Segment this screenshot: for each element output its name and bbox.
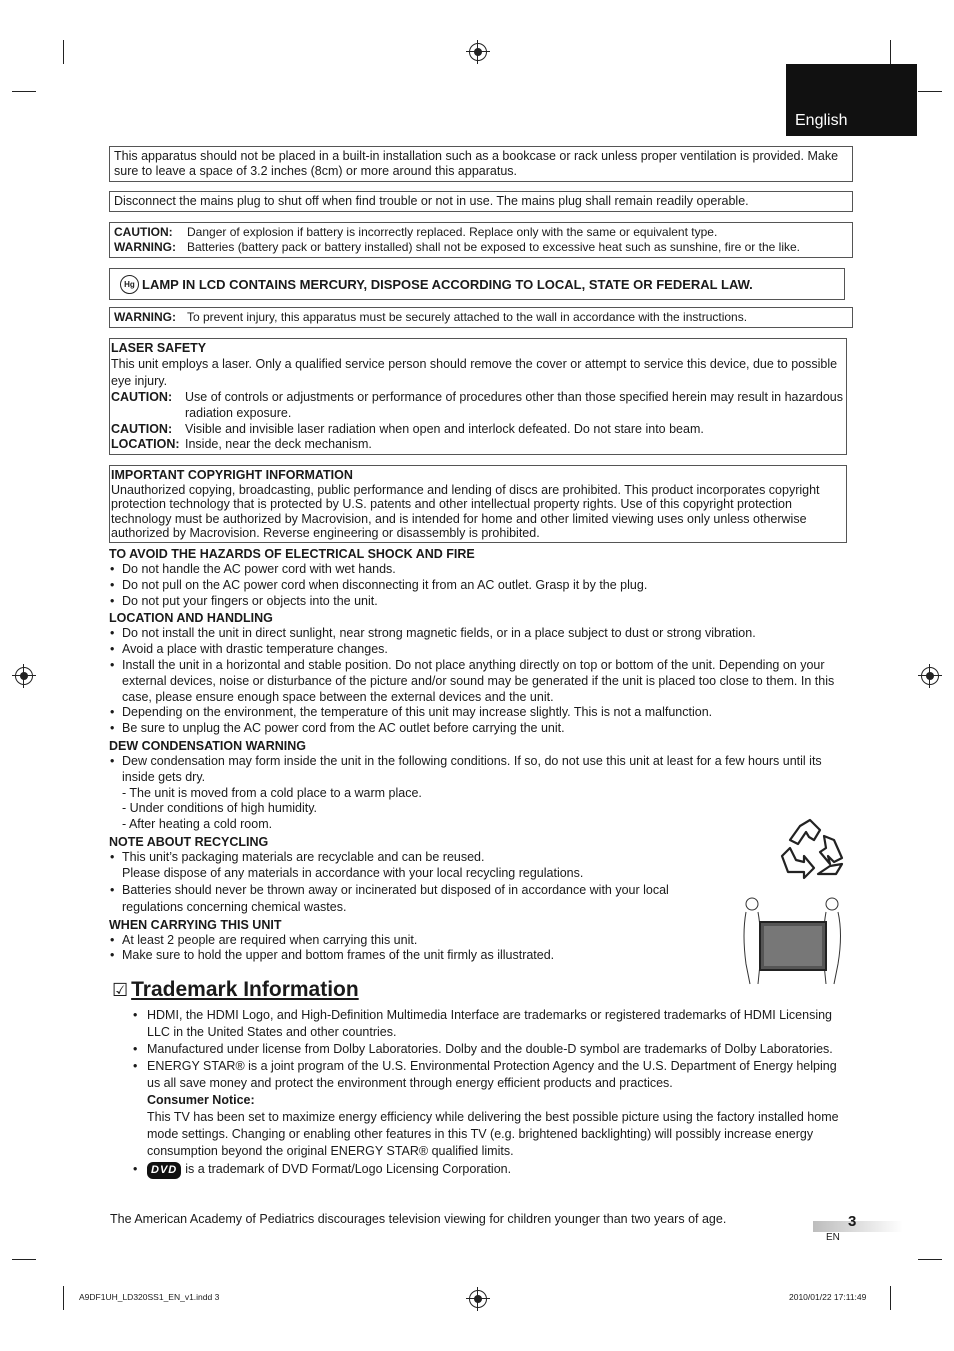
wall-warning-box: [109, 307, 853, 328]
dew-sub-item: - After heating a cold room.: [122, 817, 273, 832]
slug-date: 2010/01/22 17:11:49: [789, 1292, 867, 1302]
consumer-notice-title: Consumer Notice:: [147, 1093, 255, 1107]
list-item: • Do not pull on the AC power cord when disconnecting it from an AC outlet. Grasp it by the plug.: [109, 578, 845, 594]
battery-notice-box: [109, 222, 853, 258]
crop-mark: [12, 1259, 36, 1260]
list-item: • This unit’s packaging materials are recyclable and can be reused.: [109, 850, 709, 866]
laser-caution-label: CAUTION:: [111, 421, 173, 436]
language-tab: [786, 64, 917, 136]
trademark-list: [132, 1007, 844, 1180]
laser-safety-box: [109, 338, 847, 455]
crop-mark: [12, 91, 36, 92]
trademark-title: Trademark Information: [131, 978, 359, 1001]
list-item: • Be sure to unplug the AC power cord from the AC outlet before carrying the unit.: [109, 721, 845, 737]
mains-plug-notice-box: [109, 191, 853, 212]
list-item: • Do not put your fingers or objects into the unit.: [109, 594, 845, 610]
mains-plug-notice: Disconnect the mains plug to shut off when find trouble or not in use. The mains plug shall remain readily operable.: [114, 194, 749, 208]
ventilation-notice: This apparatus should not be placed in a built-in installation such as a bookcase or rack unless proper ventilation is provided. Make sure to leave a space of 3.2 inches (8cm) or more around this apparatus.: [114, 149, 839, 178]
list-item: [132, 1161, 844, 1179]
warning-label: WARNING:: [114, 240, 176, 254]
laser-caution-text: Use of controls or adjustments or performance of procedures other than those specified herein may result in hazardous radiation exposure.: [185, 390, 843, 420]
crop-mark: [63, 1286, 64, 1310]
registration-mark-icon: [15, 667, 33, 685]
registration-mark-icon: [469, 1290, 487, 1308]
page-number: 3: [848, 1213, 857, 1230]
crop-mark: [890, 1286, 891, 1310]
list-item: • Depending on the environment, the temperature of this unit may increase slightly. This is not a malfunction.: [109, 705, 845, 721]
list-item: • At least 2 people are required when carrying this unit.: [109, 933, 709, 949]
mercury-notice: LAMP IN LCD CONTAINS MERCURY, DISPOSE ACCORDING TO LOCAL, STATE OR FEDERAL LAW.: [142, 277, 753, 292]
list-item: • HDMI, the HDMI Logo, and High-Definition Multimedia Interface are trademarks or registered trademarks of HDMI Licensing LLC in the United States and other countries.: [132, 1007, 844, 1041]
mercury-notice-box: [109, 268, 845, 300]
dvd-trademark-text: is a trademark of DVD Format/Logo Licensing Corporation.: [185, 1162, 512, 1176]
dew-title: DEW CONDENSATION WARNING: [109, 738, 306, 753]
energy-star-text: ENERGY STAR® is a joint program of the U.S. Environmental Protection Agency and the U.S. Department of Energy helping us all save money and protect the environment through energy efficient products and practices.: [147, 1059, 837, 1090]
list-item: [132, 1058, 844, 1160]
list-item: • Avoid a place with drastic temperature changes.: [109, 642, 845, 658]
copyright-text: Unauthorized copying, broadcasting, public performance and lending of discs are prohibited. This product incorporates copyright protection technology that is protected by U.S. patents and other intellectual property rights. Use of this copyright protection technology must be authorized by Macrovision, and is intended for home and other limited viewing uses only unless otherwise authorized by Macrovision. Reverse engineering or disassembly is prohibited.: [111, 483, 820, 541]
consumer-notice-text: This TV has been set to maximize energy efficiency while delivering the best possible picture using the factory installed home mode settings. Changing or enabling other features in this TV (e.g. brightened backlighting) will possibly increase energy consumption beyond the original ENERGY STAR® qualified limits.: [147, 1110, 839, 1158]
list-item: • Install the unit in a horizontal and stable position. Do not place anything directly on top or bottom of the unit. Depending on your external devices, noise or disturbance of the picture and/or sound may be generated if the unit is placed too close to them. In this case, please ensure enough space between the external devices and the unit.: [109, 658, 845, 705]
laser-caution-label: CAUTION:: [111, 390, 173, 404]
location-title: LOCATION AND HANDLING: [109, 611, 273, 626]
laser-safety-intro: This unit employs a laser. Only a qualified service person should remove the cover or attempt to service this device, due to possible eye injury.: [111, 357, 838, 388]
language-tab-label: English: [795, 112, 848, 129]
warning-text: Batteries (battery pack or battery installed) shall not be exposed to excessive heat such as sunshine, fire or the like.: [187, 240, 800, 254]
crop-mark: [918, 1259, 942, 1260]
copyright-title: IMPORTANT COPYRIGHT INFORMATION: [111, 468, 353, 482]
laser-caution-text: Visible and invisible laser radiation when open and interlock defeated. Do not stare into beam.: [185, 421, 704, 436]
laser-safety-title: LASER SAFETY: [111, 341, 207, 355]
dvd-logo: DVD: [147, 1162, 181, 1179]
shock-title: TO AVOID THE HAZARDS OF ELECTRICAL SHOCK AND FIRE: [109, 547, 475, 561]
page-number-bar: [813, 1221, 903, 1232]
crop-mark: [918, 91, 942, 92]
carrying-tv-illustration: [740, 894, 845, 986]
list-item: • Batteries should never be thrown away or incinerated but disposed of in accordance with your local regulations concerning chemical wastes.: [109, 882, 699, 916]
copyright-box: [109, 465, 847, 543]
caution-label: CAUTION:: [114, 225, 173, 239]
crop-mark: [890, 40, 891, 64]
laser-location-label: LOCATION:: [111, 437, 180, 452]
mercury-hg-icon: Hg: [120, 275, 139, 294]
list-item: • Manufactured under license from Dolby Laboratories. Dolby and the double-D symbol are trademarks of Dolby Laboratories.: [132, 1042, 844, 1057]
dew-sub-item: - The unit is moved from a cold place to a warm place.: [122, 785, 422, 800]
list-item: • Do not handle the AC power cord with wet hands.: [109, 562, 845, 578]
list-item: • Dew condensation may form inside the unit in the following conditions. If so, do not use this unit at least for a few hours until its inside gets dry.: [109, 754, 845, 786]
list-item: • Make sure to hold the upper and bottom frames of the unit firmly as illustrated.: [109, 948, 709, 964]
dew-sub-item: - Under conditions of high humidity.: [122, 801, 318, 816]
wall-warning-label: WARNING:: [114, 310, 176, 324]
recycle-icon: [776, 818, 846, 886]
slug-filename: A9DF1UH_LD320SS1_EN_v1.indd 3: [79, 1292, 220, 1302]
registration-mark-icon: [921, 667, 939, 685]
ventilation-notice-box: [109, 146, 853, 182]
safety-sections: [109, 547, 845, 964]
laser-location-text: Inside, near the deck mechanism.: [185, 437, 372, 452]
caution-text: Danger of explosion if battery is incorrectly replaced. Replace only with the same or equivalent type.: [187, 225, 718, 239]
list-item: • Do not install the unit in direct sunlight, near strong magnetic fields, or in a place subject to dust or strong vibration.: [109, 626, 845, 642]
trademark-heading: [112, 978, 359, 1002]
recycling-title: NOTE ABOUT RECYCLING: [109, 834, 269, 849]
carrying-title: WHEN CARRYING THIS UNIT: [109, 917, 282, 932]
wall-warning-text: To prevent injury, this apparatus must be securely attached to the wall in accordance with the instructions.: [187, 310, 748, 324]
pediatrics-note: The American Academy of Pediatrics discourages television viewing for children younger than two years of age.: [110, 1212, 727, 1226]
registration-mark-icon: [469, 43, 487, 61]
checkbox-icon: ☑: [112, 980, 129, 1000]
recycling-sub-item: Please dispose of any materials in accordance with your local recycling regulations.: [122, 865, 584, 880]
page-language: EN: [826, 1232, 840, 1243]
crop-mark: [63, 40, 64, 64]
